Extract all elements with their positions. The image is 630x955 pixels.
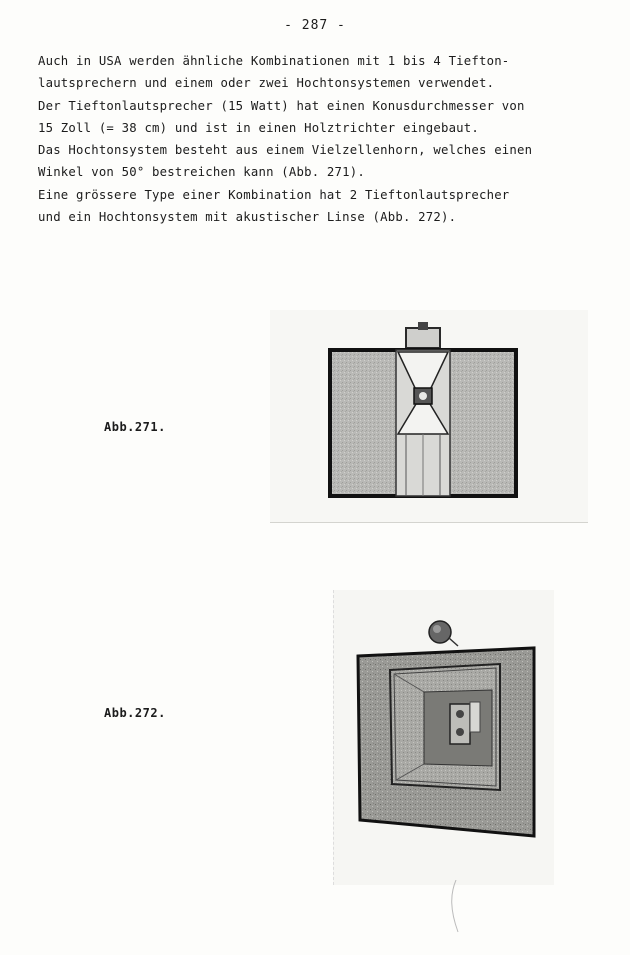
figure-272-loudspeaker-photo [354, 618, 538, 840]
text-line: Auch in USA werden ähnliche Kombinationen mit 1 bis 4 Tiefton- [38, 54, 510, 68]
text-line: Das Hochtonsystem besteht aus einem Vielzellenhorn, welches einen [38, 143, 533, 158]
figure-caption-271: Abb.271. [104, 420, 166, 434]
text-line: Winkel von 50° bestreichen kann (Abb. 271). [38, 165, 365, 180]
body-text [38, 50, 618, 228]
text-line: Eine grössere Type einer Kombination hat 2 Tieftonlautsprecher [38, 187, 510, 202]
text-line: und ein Hochtonsystem mit akustischer Linse (Abb. 272). [38, 210, 457, 225]
text-line: Der Tieftonlautsprecher (15 Watt) hat einen Konusdurchmesser von [38, 98, 525, 113]
page-number: - 287 - [284, 18, 346, 33]
figure-caption-272: Abb.272. [104, 706, 166, 720]
text-line: 15 Zoll (= 38 cm) und ist in einen Holztrichter eingebaut. [38, 120, 479, 135]
figure-271-loudspeaker-photo [326, 322, 520, 498]
text-line: lautsprechern und einem oder zwei Hochtonsystemen verwendet. [38, 76, 495, 91]
scan-artifact-mark [446, 880, 466, 940]
